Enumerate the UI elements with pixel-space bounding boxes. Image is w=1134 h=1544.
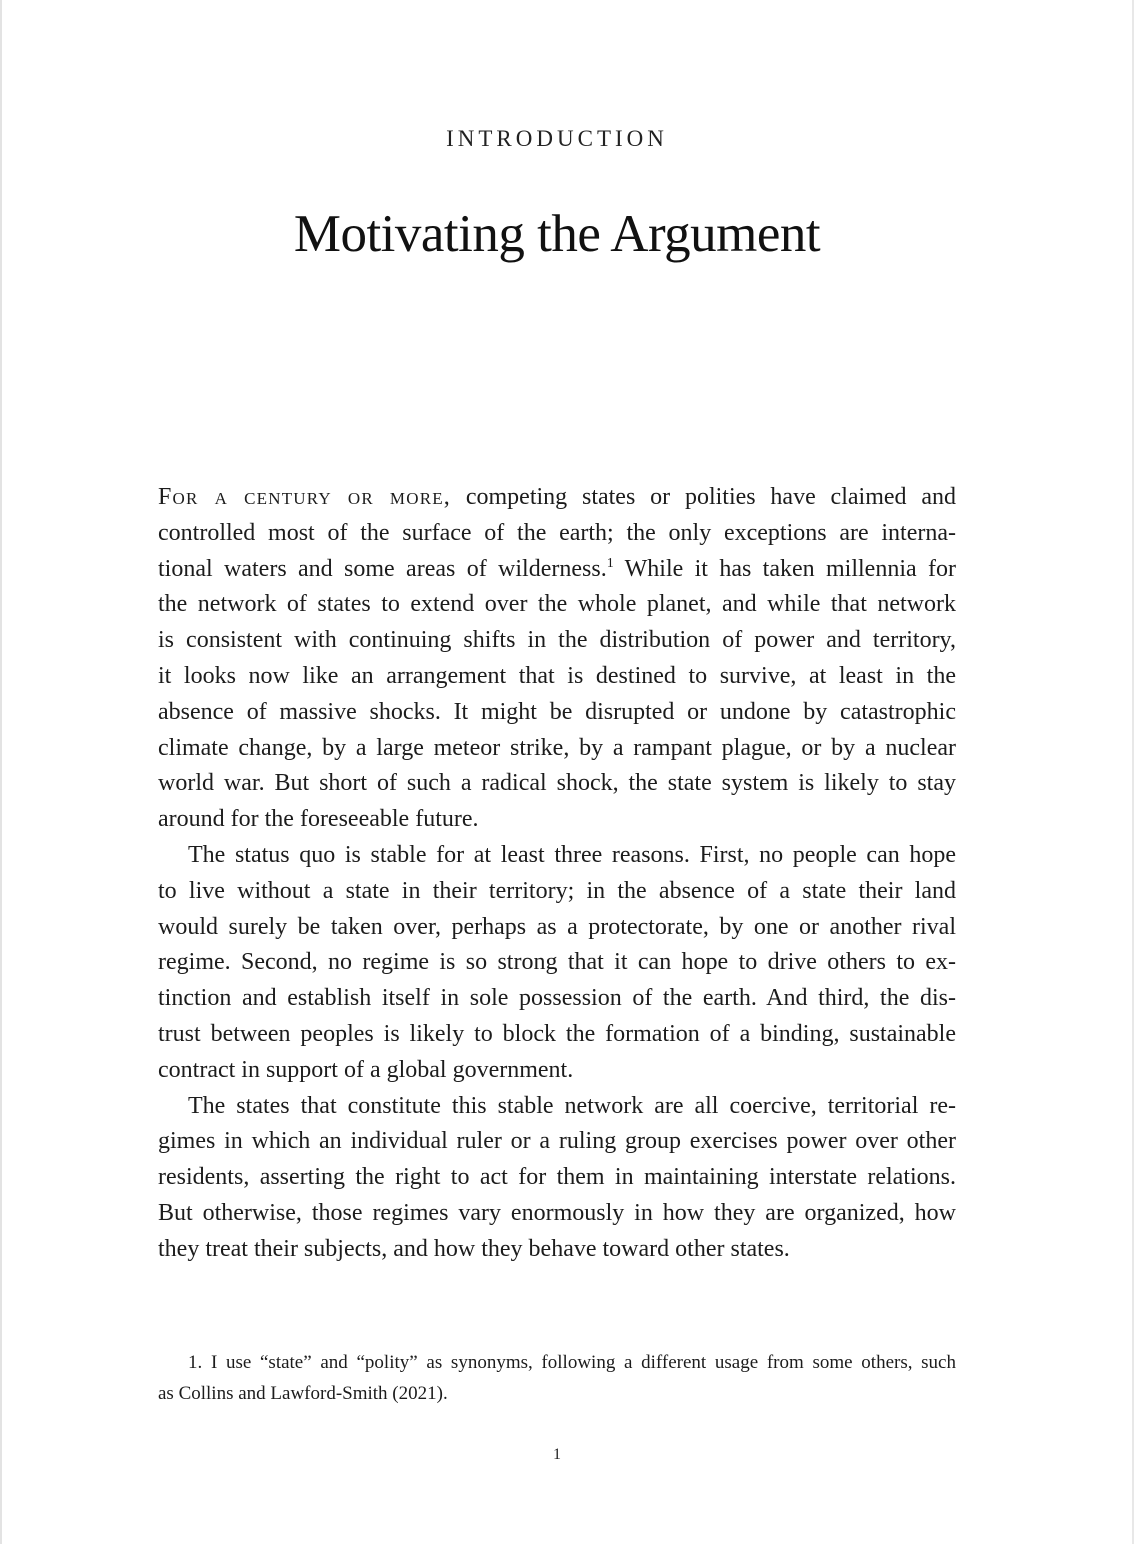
text-line (158, 480, 956, 516)
text-line: trust between peoples is likely to block the formation of a binding, sustainable (158, 1020, 956, 1047)
text-line: But otherwise, those regimes vary enormously in how they are organized, how (158, 1199, 956, 1226)
footnote-ref[interactable]: 1 (606, 555, 614, 571)
chapter-title: Motivating the Argument (293, 205, 821, 263)
footnote-line: as Collins and Lawford-Smith (2021). (158, 1383, 448, 1404)
text-line: it looks now like an arrangement that is destined to survive, at least in the (158, 662, 956, 689)
text-line: contract in support of a global government. (158, 1056, 574, 1083)
text-line: the network of states to extend over the whole planet, and while that network (158, 591, 956, 618)
text-line: climate change, by a large meteor strike, by a rampant plague, or by a nuclear (158, 734, 956, 761)
text-line: is consistent with continuing shifts in the distribution of power and territory, (158, 627, 956, 654)
footnote (158, 1347, 956, 1409)
paragraph-2 (158, 838, 956, 1089)
text-line: The states that constitute this stable network are all coercive, territorial re- (188, 1092, 956, 1119)
paragraph-1 (158, 480, 956, 838)
line-text: While it has taken millennia for (624, 555, 956, 582)
text-line: regime. Second, no regime is so strong that it can hope to drive others to ex- (158, 949, 956, 976)
opening-small-caps: For a century or more, (158, 484, 452, 510)
text-line: to live without a state in their territory; in the absence of a state their land (158, 877, 956, 904)
text-line: gimes in which an individual ruler or a ruling group exercises power over other (158, 1128, 956, 1155)
text-line: controlled most of the surface of the earth; the only exceptions are interna- (158, 519, 956, 546)
text-line: tinction and establish itself in sole possession of the earth. And third, the dis- (158, 985, 956, 1012)
text-line (158, 552, 956, 588)
footnote-line: 1. I use “state” and “polity” as synonyms, following a different usage from some others, such (188, 1352, 956, 1373)
line-text: competing states or polities have claimed and (465, 484, 956, 510)
text-line: would surely be taken over, perhaps as a protectorate, by one or another rival (158, 913, 956, 940)
text-line: The status quo is stable for at least three reasons. First, no people can hope (188, 841, 956, 868)
text-line: world war. But short of such a radical shock, the state system is likely to stay (158, 770, 956, 797)
text-line: they treat their subjects, and how they behave toward other states. (158, 1235, 790, 1262)
chapter-label: INTRODUCTION (446, 126, 668, 151)
line-text: tional waters and some areas of wilderness. (158, 555, 607, 582)
body-text (158, 480, 956, 1268)
paragraph-3 (158, 1089, 956, 1268)
text-line: residents, asserting the right to act for them in maintaining interstate relations. (158, 1164, 956, 1191)
text-line: around for the foreseeable future. (158, 806, 479, 833)
text-line: absence of massive shocks. It might be disrupted or undone by catastrophic (158, 698, 956, 725)
page-number: 1 (553, 1446, 561, 1463)
